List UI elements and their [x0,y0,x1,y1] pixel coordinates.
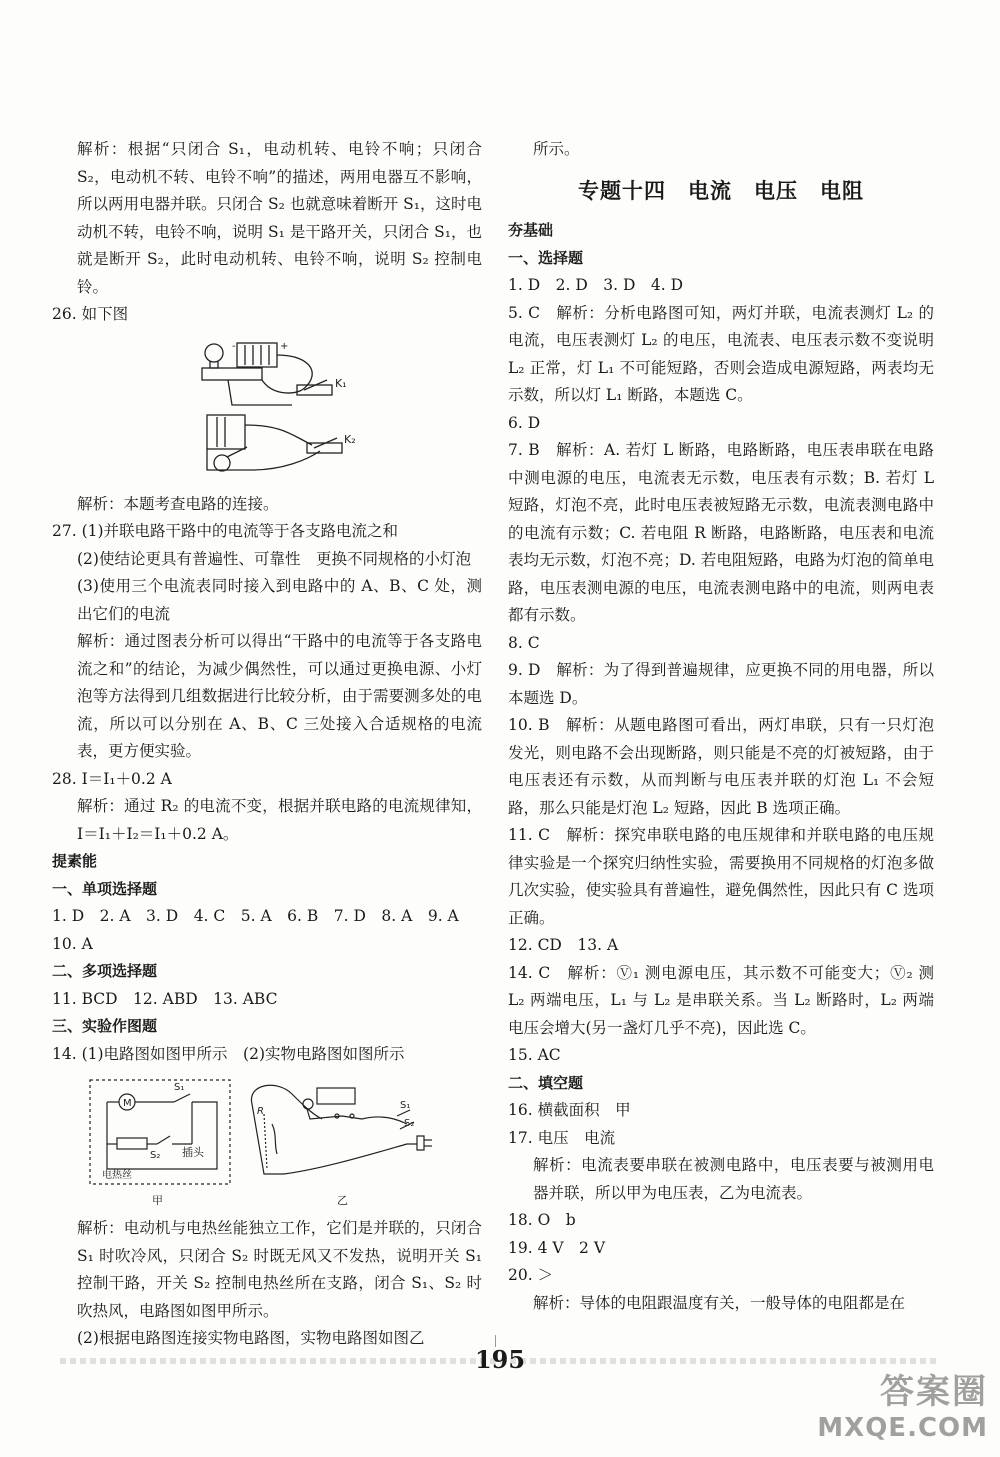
answer-16: 16. 横截面积 甲 [508,1101,631,1119]
answer-19: 19. 4 V 2 V [508,1238,606,1257]
answer-6: 6. D [508,413,541,432]
question-26: 26. 如下图 [52,305,129,323]
circuit-yi [251,1085,432,1174]
watermark-line2: MXQE.COM [817,1413,988,1443]
k1-label: K₁ [335,376,347,390]
motor-label: M [123,1098,132,1109]
watermark-logo [817,1364,988,1443]
section-experiment: 三、实验作图题 [52,1017,158,1035]
multi-answers: 11. BCD 12. ABD 13. ABC [52,989,278,1008]
s2-label-yi: S₂ [404,1118,415,1129]
answer-27-3: (3)使用三个电流表同时接入到电路中的 A、B、C 处，测出它们的电流 [77,577,482,623]
continuation-text: 所示。 [533,140,580,158]
figure-14-circuits [52,1074,482,1209]
s2-label-jia: S₂ [150,1150,161,1161]
answer-9: 9. D 解析：为了得到普遍规律，应更换不同的用电器，所以本题选 D。 [508,661,934,707]
answer-10: 10. B 解析：从题电路图可看出，两灯串联，只有一只灯泡发光，则电路不会出现断路，则只能是不亮的灯被短路，由于电压表还有示数，从而判断与电压表并联的灯泡 L₁ 不会短路，那么只能是灯泡 L₂ 短路，因此 B 选项正确。 [508,716,934,817]
page-number: 195 [474,1345,526,1374]
analysis-25: 解析：根据“只闭合 S₁，电动机转、电铃不响；只闭合 S₂，电动机不转、电铃不响”的描述，两用电器互不影响，所以两用电器并联。只闭合 S₂ 也就意味着断开 S₁，这时电动机不转，电铃不响，说明 S₁ 是干路开关，只闭合 S₁，也就是断开 S₂，此时电动机转、电铃不响，说明 S₂ 控制电铃。 [77,140,482,296]
analysis-20: 解析：导体的电阻跟温度有关，一般导体的电阻都是在 [533,1293,906,1312]
section-jichu: 夯基础 [508,221,554,239]
answer-7: 7. B 解析：A. 若灯 L 断路，电路断路，电压表串联在电路中测电源的电压，电流表无示数，电压表有示数；B. 若灯 L 短路，灯泡不亮，此时电压表被短路无示数，电流表测电路中的电流有示数；C. 若电阻 R 断路，电路断路，电压表和电流表均无示数，灯泡不亮；D. 若电阻短路，电路为灯泡的简单电路，电压表测电源的电压，电流表测电路中的电流，则两电表都有示数。 [508,441,934,624]
s1-label-jia: S₁ [174,1082,185,1093]
answer-20: 20. ＞ [508,1266,554,1284]
answer-18: 18. O b [508,1211,576,1229]
analysis-17: 解析：电流表要串联在被测电路中，电压表要与被测用电器并联，所以甲为电压表，乙为电流表。 [533,1156,934,1202]
plug-label: 插头 [182,1146,204,1159]
answer-14-2: (2)根据电路图连接实物电路图，实物电路图如图乙 [77,1329,425,1347]
label-yi: 乙 [337,1194,348,1207]
left-column [52,136,482,1353]
topic-title: 专题十四 电流 电压 电阻 [578,178,864,203]
answer-27-2: (2)使结论更具有普遍性、可靠性 更换不同规格的小灯泡 [77,549,471,568]
answer-14-right: 14. C 解析：Ⓥ₁ 测电源电压，其示数不可能变大；Ⓥ₂ 测 L₂ 两端电压，L₁ 与 L₂ 是串联关系。当 L₂ 断路时，L₂ 两端电压会增大(另一盏灯几乎不亮)，因此选 C。 [508,963,934,1037]
minus-label: - [232,340,236,352]
analysis-28: 解析：通过 R₂ 的电流不变，根据并联电路的电流规律知，I＝I₁＋I₂＝I₁＋0.2 A。 [77,797,482,843]
answers-1-4: 1. D 2. D 3. D 4. D [508,276,684,294]
right-column [508,136,934,1317]
answer-14: 14. (1)电路图如图甲所示 (2)实物电路图如图所示 [52,1044,405,1063]
label-jia: 甲 [152,1194,163,1207]
answer-27-1: 27. (1)并联电路干路中的电流等于各支路电流之和 [52,522,399,540]
figure-26-circuit [52,335,482,485]
k2-label: K₂ [344,432,356,446]
single-answers-2: 10. A [52,934,93,953]
single-answers-1: 1. D 2. A 3. D 4. C 5. A 6. B 7. D 8. A 9. A [52,907,459,925]
answer-8: 8. C [508,633,540,652]
section-choice: 一、选择题 [508,248,584,267]
section-multi-choice: 二、多项选择题 [52,962,158,980]
s1-label-yi: S₁ [400,1100,411,1111]
section-tisuneng: 提素能 [52,852,98,870]
analysis-27: 解析：通过图表分析可以得出“干路中的电流等于各支路电流之和”的结论，为减少偶然性，可以通过更换电源、小灯泡等方法得到几组数据进行比较分析，由于需要测多处的电流，所以可以分别在 A、B、C 三处接入合适规格的电流表，更方便实验。 [77,632,482,760]
analysis-26: 解析：本题考查电路的连接。 [77,494,279,513]
answer-17: 17. 电压 电流 [508,1128,616,1147]
r-label: R [257,1106,264,1117]
section-fill: 二、填空题 [508,1073,584,1092]
section-single-choice: 一、单项选择题 [52,879,158,898]
heater-label: 电热丝 [102,1170,132,1181]
answer-15: 15. AC [508,1046,561,1064]
plus-label: + [280,340,289,352]
watermark-line1: 答案圈 [880,1372,988,1412]
analysis-14: 解析：电动机与电热丝能独立工作，它们是并联的，只闭合 S₁ 时吹冷风，只闭合 S₂ 时既无风又不发热，说明开关 S₁ 控制干路，开关 S₂ 控制电热丝所在支路，闭合 S₁、S₂ 时吹热风，电路图如图甲所示。 [77,1219,482,1320]
answer-28: 28. I＝I₁＋0.2 A [52,769,172,788]
answer-12-13: 12. CD 13. A [508,936,619,954]
answer-5: 5. C 解析：分析电路图可知，两灯并联，电流表测灯 L₂ 的电流，电压表测灯 L₂ 的电压，电流表、电压表示数不变说明 L₂ 正常，灯 L₁ 不可能短路，否则会造成电源短路，两表均无示数，所以灯 L₁ 断路，本题选 C。 [508,303,934,404]
circuit-jia [90,1080,230,1184]
answer-11: 11. C 解析：探究串联电路的电压规律和并联电路的电压规律实验是一个探究归纳性实验，需要换用不同规格的灯泡多做几次实验，使实验具有普遍性，避免偶然性，因此只有 C 选项正确。 [508,826,934,927]
